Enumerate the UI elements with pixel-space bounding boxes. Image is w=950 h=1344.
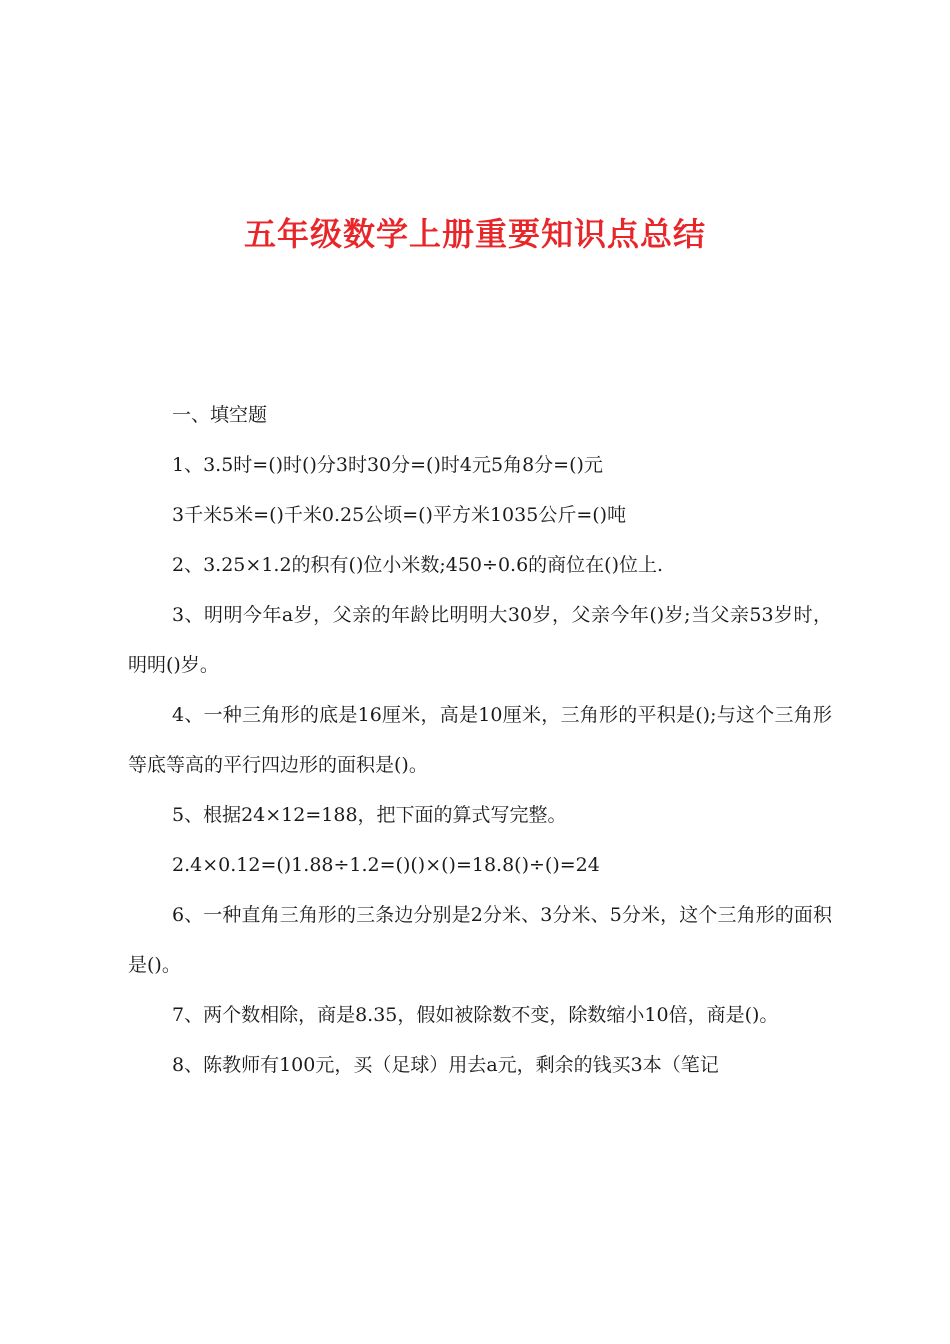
question-paragraph: 2.4×0.12=()1.88÷1.2=()()×()=18.8()÷()=24 <box>172 854 600 876</box>
question-paragraph: 6、一种直角三角形的三条边分别是2分米、3分米、5分米，这个三角形的面积是()。 <box>128 904 832 976</box>
question-paragraph: 8、陈教师有100元，买（足球）用去a元，剩余的钱买3本（笔记 <box>172 1054 719 1076</box>
question-paragraph: 3、明明今年a岁，父亲的年龄比明明大30岁，父亲今年()岁;当父亲53岁时，明明()岁。 <box>128 604 832 676</box>
question-paragraph: 2、3.25×1.2的积有()位小米数;450÷0.6的商位在()位上. <box>172 554 664 576</box>
question-paragraph: 5、根据24×12=188，把下面的算式写完整。 <box>172 804 567 826</box>
section-heading: 一、填空题 <box>172 404 268 426</box>
question-paragraph: 1、3.5时=()时()分3时30分=()时4元5角8分=()元 <box>172 454 603 476</box>
question-paragraph: 4、一种三角形的底是16厘米，高是10厘米，三角形的平积是();与这个三角形等底等高的平行四边形的面积是()。 <box>128 704 832 776</box>
question-paragraph: 7、两个数相除，商是8.35，假如被除数不变，除数缩小10倍，商是()。 <box>172 1004 779 1026</box>
document-body <box>128 390 832 1090</box>
question-paragraph: 3千米5米=()千米0.25公顷=()平方米1035公斤=()吨 <box>172 504 627 526</box>
document-title: 五年级数学上册重要知识点总结 <box>243 215 706 253</box>
